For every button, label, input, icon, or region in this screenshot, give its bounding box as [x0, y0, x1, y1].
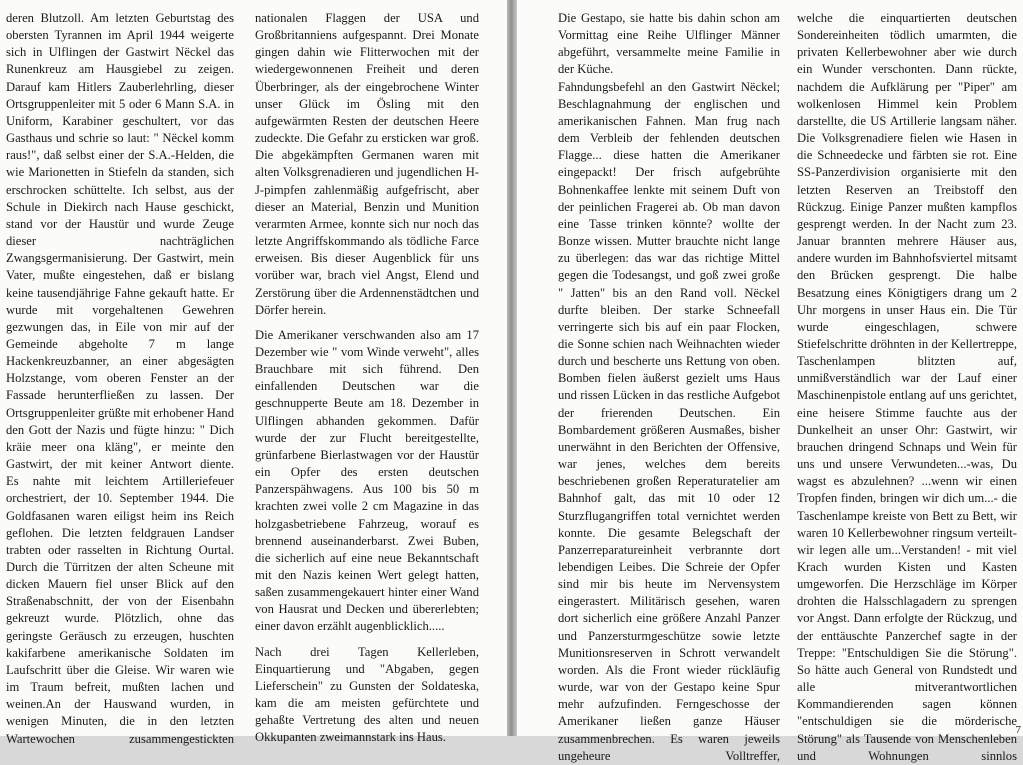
paragraph: Fahndungsbefehl an den Gastwirt Nëckel; Beschlagnahmung der englischen und amerikanischen Fahnen. Man frug nach dem Verbleib der fehlenden deutschen Flagge... diese hatten die Amerikaner eingepackt! Der frisch aufgebrühte Bohnenkaffee lenkte mit seinem Duft von der peinlichen Fragerei ab. Ob man davon eine Tasse trinken könnte? wollte der Bonze wissen. Mutter brauchte nicht lange zu überlegen: das war das richtige Mittel gegen die Todesangst, und goß zwei große " Jatten" bis an den Rand voll. Nëckel durfte bleiben. Der starke Schneefall verringerte sich bis auf ein paar Flocken, die Sonne schien nach Weihnachten wieder durch und bescherte uns Rettung von oben. Bomben fielen äußerst gezielt ums Haus und rissen Lücken in das restliche Aufgebot der frierenden Deutschen. Ein Bombardement größeren Ausmaßes, bisher unerwähnt in den Berichten der Offensive, war jenes, welches dem bereits beschriebenen großen Reperaturatelier am Bahnhof galt, das mit 10 oder 12 Sturzflugangriffen total vernichtet werden konnte. Die gesamte Belegschaft der Panzerreparatureinheit verbrannte dort lebendigen Leibes. Die Schreie der Opfer sind mir bis heute im Nervensystem eingerastert. Militärisch gesehen, waren dort sicherlich eine größere Anzahl Panzer und Panzersturmgeschütze sowie letzte Munitionsreserven in Schrott verwandelt worden. Als die Front wieder rückläufig wurde, war von der Gestapo keine Spur mehr aufzufinden. Ferngeschosse der Amerikaner ließen ganze Häuser zusammenbrechen. Es waren jeweils ungeheure Volltreffer,	[558, 79, 780, 763]
right-page-column-2	[797, 10, 1017, 765]
book-gutter	[507, 0, 517, 736]
right-page	[517, 0, 1023, 763]
page-number: 7	[1015, 724, 1021, 736]
left-page-column-1	[6, 10, 234, 748]
right-page-column-1	[558, 10, 780, 765]
paragraph: Die Amerikaner verschwanden also am 17 Dezember wie " vom Winde verweht", alles Brauchbare mit sich führend. Den einfallenden Deutschen war die geschnupperte Beute am 18. Dezember in Ulflingen abhanden gekommen. Dafür wurde der zur Flucht bereitgestellte, grünfarbene Bierlastwagen vor der Haustür ein Opfer des ersten deutschen Panzerspähwagens. Aus 100 bis 50 m krachten zwei volle 2 cm Magazine in das holzgasbetriebene Fahrzeug, worauf es brennend auseinanderbarst. Zwei Buben, die sicherlich auf eine neue Bekanntschaft mit den Nazis keinen Wert gelegt hatten, saßen zusammengekauert hinter einer Wand von Hausrat und Decken und übererlebten; einer davon erzählt augenblicklich.....	[255, 327, 479, 634]
left-page-column-2	[255, 10, 479, 747]
paragraph: Nach drei Tagen Kellerleben, Einquartierung und "Abgaben, gegen Lieferschein" zu Gunsten der Soldateska, kam die am meisten gefürchtete und gehaßte Vertretung des alten und neuen Okkupanten zweimannstark ins Haus.	[255, 644, 479, 745]
left-page	[0, 0, 507, 746]
paragraph: welche die einquartierten deutschen Sondereinheiten tödlich umarmten, die privaten Kellerbewohner aber wie durch ein Wunder verschonten. Dann rückte, nachdem die Aufklärung per "Piper" am wolkenlosen Himmel kein Problem darstellte, die US Artillerie langsam näher. Die Volksgrenadiere fielen wie Hasen in die Schneedecke und färbten sie rot. Eine SS-Panzerdivision organisierte mit den letzten Reserven an Treibstoff den Rückzug. Einige Panzer mußten kampflos gesprengt werden. In der Nacht zum 23. Januar brannten mehrere Häuser aus, andere wurden im Bahnhofsviertel mitsamt den Brücken gesprengt. Die halbe Besatzung eines Königtigers drang um 2 Uhr morgens in unser Haus ein. Die Tür wurde eingeschlagen, schwere Stiefelschritte dröhnten in der Kellertreppe, Taschenlampen blitzten auf, unmißverständlich war der Lauf einer Maschinenpistole entlang auf uns gerichtet, eine heisere Stimme fauchte aus der Dunkelheit an unser Ohr: Gastwirt, wir brauchen dringend Schnaps und Wein für uns und unsere Verwundeten...-was, Du wagst es abzulehnen? ...wenn wir einen Tropfen finden, bringen wir dich um...- die Taschenlampe kreiste von Bett zu Bett, wir waren 10 Kellerbewohner ringsum verteilt- wir legen alle um...Verstanden! - mit viel Krach wurden Kisten und Kasten umgeworfen. Die Herzschläge im Körper drohten die Halsschlagadern zu sprengen vor Angst. Dann erfolgte der Rückzug, und der enttäuschte Panzerchef sagte in der Treppe: "Entschuldigen Sie die Störung". So hätte auch General von Rundstedt und alle mitverantwortlichen Kommandierenden sagen können "entschuldigen sie die mörderische Störung" als Tausende von Menschenleben und Wohnungen sinnlos	[797, 11, 1017, 763]
paragraph: Es nahte mit leichtem Artilleriefeuer orchestriert, der 10. September 1944. Die Goldfasanen waren eiligst heim ins Reich geflohen. Die letzten feldgrauen Landser trabten oder rasselten in Richtung Ourtal. Durch die Türritzen der alten Scheune mit dicken Mauern fiel unser Blick auf den Straßenabschnitt, der von der Eisenbahn gekreuzt wurde. Plötzlich, ohne das geringste Geräusch zu erzeugen, huschten kakifarbene amerikanische Soldaten im Laufschritt über die Gleise. Wir waren wie im Traum befreit, mußten lachen und weinen.An der Hauswand wurden, in wenigen Minuten, die in den letzten Wartewochen zusammengestickten	[6, 474, 234, 746]
paragraph: nationalen Flaggen der USA und Großbritanniens aufgespannt. Drei Monate gingen dahin wie Flitterwochen mit der wiedergewonnenen Freiheit und deren Überbringer, als der eingebrochene Winter unser Glück im Ösling mit den aufgewärmten Resten der deutschen Heere zudeckte. Die Gefahr zu ersticken war groß. Die abgekämpften Germanen waren mit alten Volksgrenadieren und jugendlichen H-J-pimpfen zahlenmäßig aufgefrischt, aber dieser an Material, Benzin und Munition verarmten Armee, konnte sich nur noch das letzte Angriffskommando als tödliche Farce erweisen. Bis dieser Augenblick für uns vorüber war, brach viel Angst, Elend und Zerstörung über die Ardennenstädtchen und Dörfer herein.	[255, 11, 479, 317]
paragraph: deren Blutzoll. Am letzten Geburtstag des obersten Tyrannen im April 1944 weigerte sich in Ulflingen der Gastwirt Nëckel das Runenkreuz am Hausgiebel zu zeigen. Darauf kam Hitlers Zauberlehrling, dieser Ortsgruppenleiter mit 5 oder 6 Mann S.A. in Uniform, Karabiner geschultert, vor das Gasthaus und schrie so laut: " Nëckel komm raus!", daß selbst einer der S.A.-Helden, die wie Marionetten in Stiefeln da standen, sich erschrocken schüttelte. Ich selbst, aus der Schule in Diekirch nach Hause geschickt, stand vor der Haustür und wurde Zeuge dieser nachträglichen Zwangsgermanisierung. Der Gastwirt, mein Vater, mußte eingestehen, daß er bislang keine tausendjährige Fahne gekauft hatte. Er wurde mit vorgehaltenen Gewehren gezwungen das, in Eile von mir auf der Gemeinde abgeholte 7 m lange Hackenkreuzbanner, an einer abgesägten Holzstange, vom oberen Fenster an der Fassade herunterfließen zu lassen. Der Ortsgruppenleiter grüßte mit erhobener Hand den Gott der Nazis und fügte hinzu: " Dich kräie meer ona kläng", er meinte den Gastwirt, der mit keiner Antwort diente.	[6, 11, 235, 472]
paragraph: Die Gestapo, sie hatte bis dahin schon am Vormittag eine Reihe Ulflinger Männer abgeführt, versammelte meine Familie in der Küche.	[558, 11, 780, 77]
